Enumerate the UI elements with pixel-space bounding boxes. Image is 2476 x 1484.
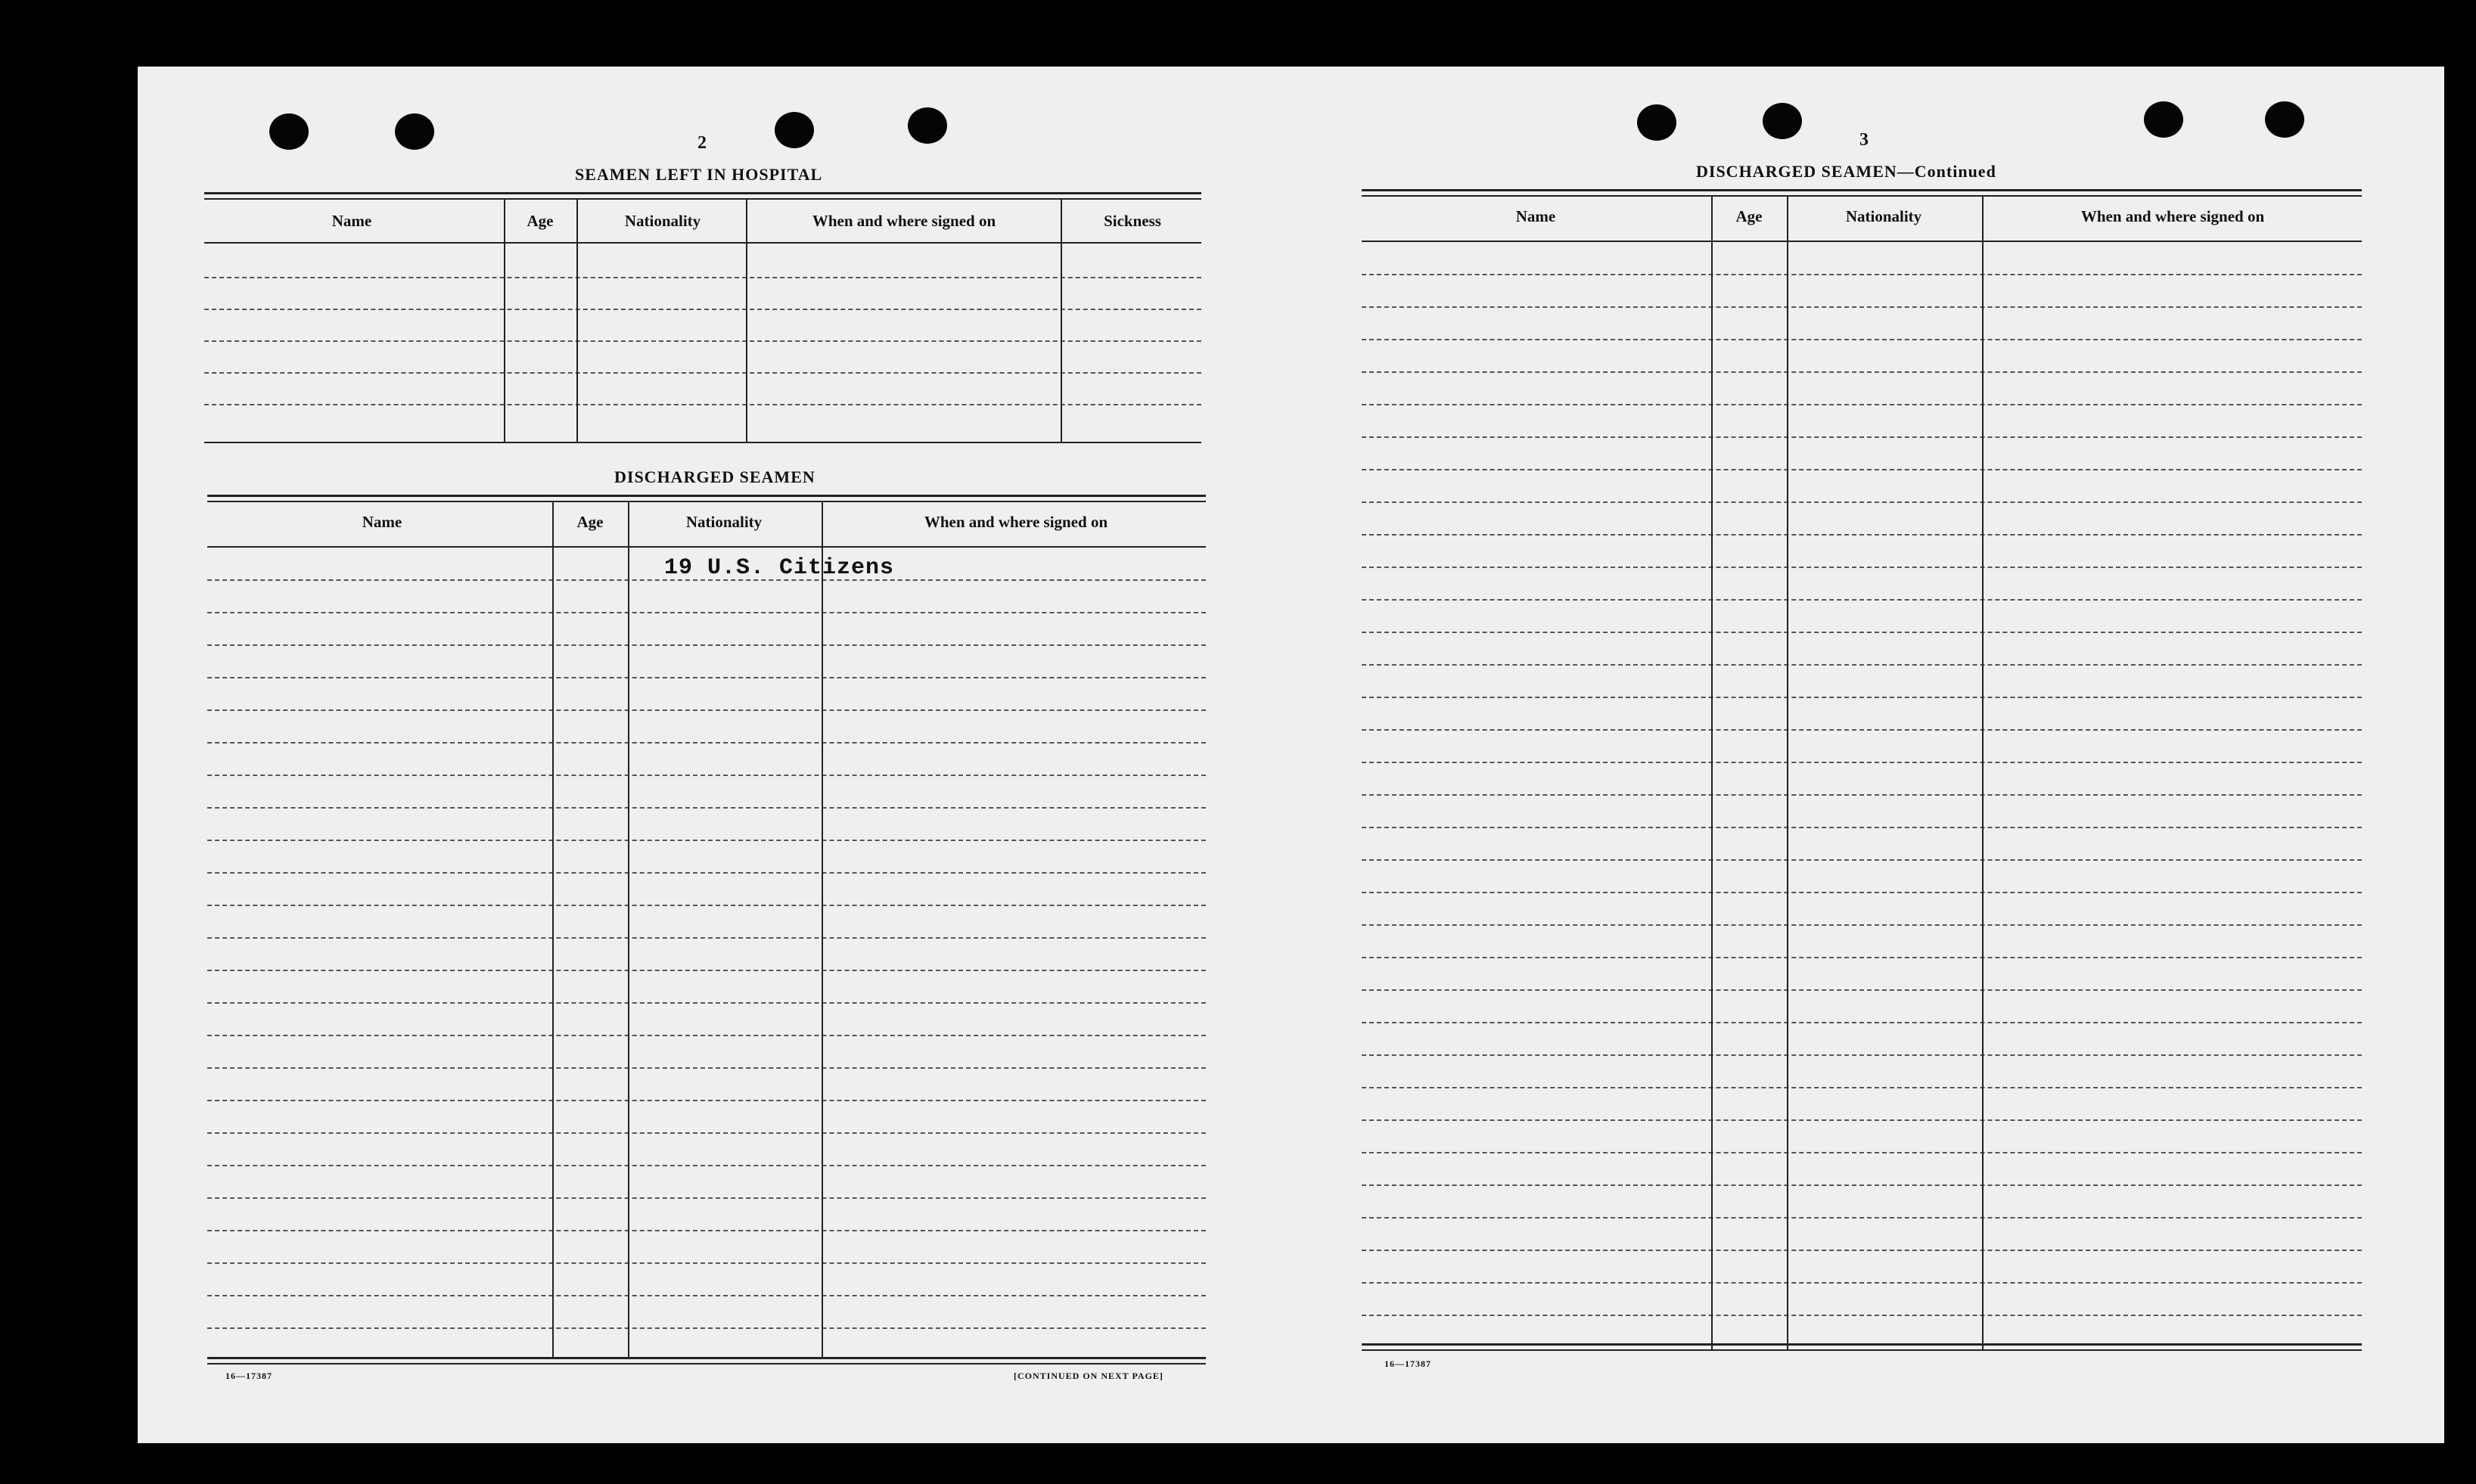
row-rule	[207, 937, 1206, 939]
table-bottom-rule	[207, 1363, 1206, 1364]
column-divider	[746, 200, 747, 443]
row-rule	[1362, 404, 2362, 405]
col-header-age: Age	[527, 212, 554, 230]
row-rule	[1362, 957, 2362, 958]
col-header-name: Name	[1515, 207, 1556, 225]
row-rule	[1362, 1217, 2362, 1219]
row-rule	[1362, 1184, 2362, 1186]
col-header-name: Name	[362, 513, 402, 531]
row-rule	[1362, 729, 2362, 731]
row-rule	[1362, 859, 2362, 861]
column-divider	[1711, 195, 1713, 1349]
row-rule	[207, 1230, 1206, 1231]
row-rule	[207, 872, 1206, 874]
row-rule	[207, 1262, 1206, 1264]
table-top-rule	[204, 192, 1201, 194]
row-rule	[1362, 501, 2362, 503]
column-divider	[628, 501, 629, 1358]
punch-hole	[775, 112, 814, 148]
header-rule	[204, 242, 1201, 244]
table-top-rule	[1362, 195, 2362, 197]
punch-hole	[1763, 103, 1802, 139]
row-rule	[1362, 339, 2362, 340]
punch-hole	[1637, 104, 1676, 141]
column-divider	[552, 501, 554, 1358]
document-sheet	[138, 67, 2444, 1443]
punch-hole	[908, 107, 947, 144]
table-bottom-rule	[207, 1357, 1206, 1359]
row-rule	[1362, 924, 2362, 926]
row-rule	[1362, 534, 2362, 536]
col-header-age: Age	[1735, 207, 1763, 225]
row-rule	[207, 775, 1206, 776]
right-title-main: DISCHARGED SEAMEN	[1696, 162, 1897, 181]
row-rule	[1362, 697, 2362, 698]
row-rule	[207, 579, 1206, 581]
header-rule	[1362, 241, 2362, 242]
row-rule	[1362, 794, 2362, 796]
col-header-nationality: Nationality	[685, 513, 763, 531]
row-rule	[207, 644, 1206, 646]
row-rule	[1362, 469, 2362, 470]
row-rule	[207, 1100, 1206, 1101]
page-number-right: 3	[1859, 130, 1869, 150]
table-bottom-rule	[1362, 1343, 2362, 1346]
row-rule	[204, 277, 1201, 278]
column-divider	[504, 200, 505, 443]
form-number-right: 16—17387	[1384, 1358, 1431, 1369]
row-rule	[1362, 1250, 2362, 1251]
row-rule	[204, 309, 1201, 310]
col-header-signed-on: When and where signed on	[924, 513, 1108, 531]
row-rule	[207, 1132, 1206, 1134]
row-rule	[204, 372, 1201, 374]
continued-note: [CONTINUED ON NEXT PAGE]	[1014, 1371, 1163, 1381]
row-rule	[1362, 1054, 2362, 1056]
column-divider	[576, 200, 578, 443]
row-rule	[207, 677, 1206, 678]
col-header-sickness: Sickness	[1104, 212, 1161, 230]
typed-nationality-entry: 19 U.S. Citizens	[664, 555, 895, 581]
row-rule	[1362, 1022, 2362, 1023]
punch-hole	[2144, 101, 2183, 138]
row-rule	[1362, 1282, 2362, 1284]
row-rule	[1362, 892, 2362, 893]
row-rule	[207, 1197, 1206, 1199]
row-rule	[1362, 989, 2362, 991]
col-header-signed-on: When and where signed on	[2080, 207, 2265, 225]
right-section-title	[1696, 162, 1996, 182]
row-rule	[1362, 762, 2362, 763]
row-rule	[204, 340, 1201, 342]
page-number-left: 2	[697, 133, 707, 153]
row-rule	[207, 1035, 1206, 1036]
row-rule	[207, 905, 1206, 906]
row-rule	[207, 840, 1206, 841]
row-rule	[207, 970, 1206, 971]
row-rule	[207, 807, 1206, 809]
row-rule	[1362, 371, 2362, 373]
row-rule	[204, 404, 1201, 405]
table-top-rule	[204, 198, 1201, 200]
row-rule	[207, 1002, 1206, 1004]
punch-hole	[395, 113, 434, 150]
row-rule	[1362, 599, 2362, 601]
row-rule	[207, 742, 1206, 744]
table-top-rule	[207, 501, 1206, 502]
row-rule	[1362, 436, 2362, 438]
col-header-age: Age	[576, 513, 604, 531]
right-title-suffix: —Continued	[1897, 162, 1996, 181]
hospital-section-title: SEAMEN LEFT IN HOSPITAL	[575, 165, 823, 184]
discharged-section-title: DISCHARGED SEAMEN	[614, 467, 815, 486]
punch-hole	[269, 113, 309, 150]
table-bottom-rule	[204, 442, 1201, 443]
row-rule	[207, 1067, 1206, 1069]
row-rule	[1362, 274, 2362, 275]
row-rule	[1362, 827, 2362, 828]
row-rule	[207, 1327, 1206, 1329]
row-rule	[1362, 306, 2362, 308]
row-rule	[1362, 664, 2362, 666]
table-bottom-rule	[1362, 1349, 2362, 1351]
row-rule	[1362, 1119, 2362, 1121]
table-top-rule	[207, 495, 1206, 497]
col-header-nationality: Nationality	[624, 212, 701, 230]
col-header-nationality: Nationality	[1845, 207, 1922, 225]
col-header-name: Name	[331, 212, 372, 230]
form-number-left: 16—17387	[225, 1371, 272, 1381]
row-rule	[207, 709, 1206, 711]
column-divider	[1982, 195, 1984, 1349]
header-rule	[207, 546, 1206, 548]
row-rule	[1362, 1315, 2362, 1316]
row-rule	[1362, 567, 2362, 568]
row-rule	[207, 612, 1206, 613]
row-rule	[1362, 632, 2362, 633]
table-top-rule	[1362, 189, 2362, 191]
row-rule	[207, 1295, 1206, 1296]
col-header-signed-on: When and where signed on	[812, 212, 996, 230]
row-rule	[1362, 1152, 2362, 1153]
column-divider	[822, 501, 823, 1358]
row-rule	[207, 1165, 1206, 1166]
punch-hole	[2265, 101, 2304, 138]
row-rule	[1362, 1087, 2362, 1088]
column-divider	[1787, 195, 1788, 1349]
column-divider	[1061, 200, 1062, 443]
